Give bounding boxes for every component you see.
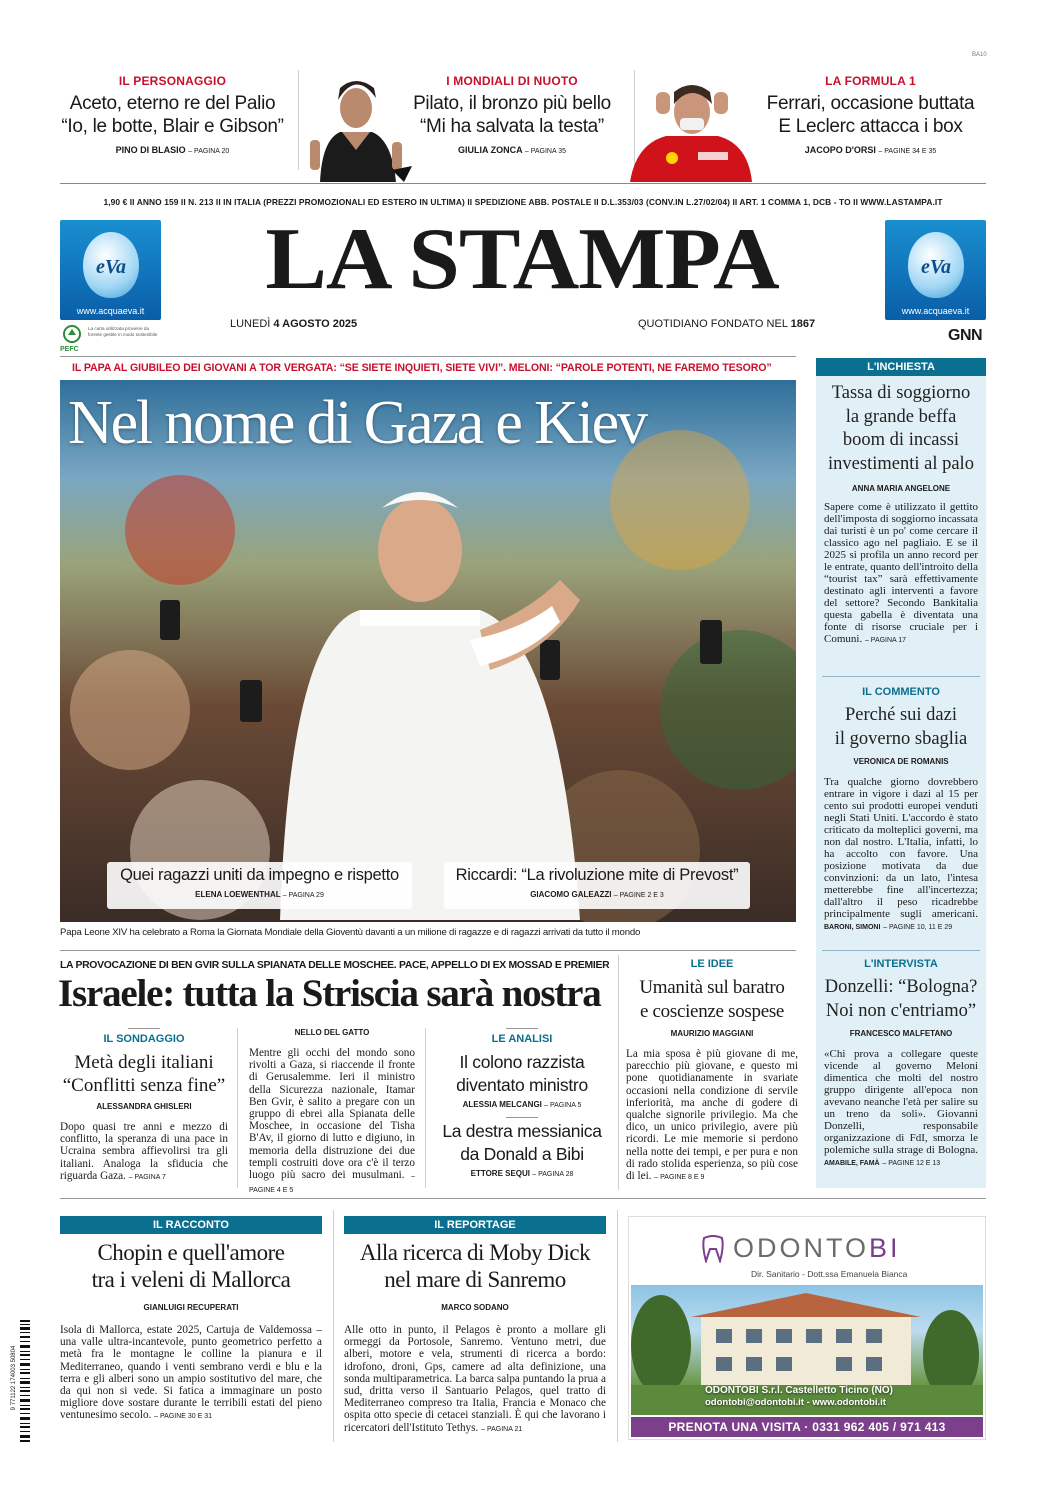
- sidebar-body: Sapere come è utilizzato il gettito dell'imposta di soggiorno incassata dai turisti è un po' come cercare il classico ago nel pagliaio. E se il 2025 si profila un anno record per le entrate, quanto dell'introito della “tourist tax” sarà effettivamente destinato agli interventi a favore del settore? Secondo Bankitalia questa gabella è diventata una fonte di risorse cruciale per i Comuni. – PAGINA 17: [824, 501, 978, 645]
- odontobi-director: Dir. Sanitario - Dott.ssa Emanuela Bianca: [751, 1269, 908, 1279]
- israel-analisi[interactable]: [434, 1028, 610, 1178]
- analysis-title-2: La destra messianica da Donald a Bibi: [442, 1121, 602, 1164]
- sidebar-kicker: L'INCHIESTA: [816, 358, 986, 376]
- eva-url: www.acquaeva.it: [901, 306, 970, 316]
- kicker-rule: [506, 1117, 538, 1118]
- pefc-logo: [60, 325, 85, 347]
- teaser-title: Pilato, il bronzo più bello “Mi ha salvata la testa”: [413, 93, 611, 137]
- sidebar-inchiesta[interactable]: [816, 358, 986, 647]
- sidebar-rule: [822, 950, 980, 951]
- teaser-formula1[interactable]: [748, 74, 993, 155]
- pope-box-1[interactable]: [107, 862, 412, 909]
- israel-sondaggio[interactable]: [60, 1028, 228, 1184]
- teaser-title: Ferrari, occasione buttata E Leclerc attacca i box: [766, 93, 975, 137]
- issue-date: LUNEDÌ 4 AGOSTO 2025: [230, 318, 358, 330]
- leclerc-photo: [626, 78, 756, 182]
- masthead-rule: [60, 356, 796, 357]
- israel-headline: Israele: tutta la Striscia sarà nostra: [58, 972, 601, 1015]
- odontobi-cta[interactable]: PRENOTA UNA VISITA · 0331 962 405 / 971 413: [631, 1417, 983, 1437]
- sidebar-kicker: IL COMMENTO: [862, 686, 940, 698]
- section-author: MARCO SODANO: [441, 1303, 509, 1312]
- sidebar-title: Donzelli: “Bologna? Noi non c'entriamo”: [824, 977, 978, 1021]
- odontobi-contact: odontobi@odontobi.it - www.odontobi.it: [705, 1397, 886, 1408]
- analysis-byline-1: ALESSIA MELCANGI – PAGINA 5: [462, 1100, 582, 1109]
- teaser-kicker: IL PERSONAGGIO: [118, 74, 227, 88]
- header-rule: [60, 183, 986, 184]
- section-kicker: IL REPORTAGE: [344, 1216, 606, 1234]
- eva-ad-right[interactable]: [885, 220, 986, 320]
- pope-box-2[interactable]: [444, 862, 750, 909]
- column-title: Umanità sul baratro e coscienze sospese: [639, 977, 785, 1022]
- sidebar-author: FRANCESCO MALFETANO: [849, 1029, 953, 1038]
- column-author: MAURIZIO MAGGIANI: [670, 1029, 754, 1038]
- sidebar-body: Tra qualche giorno dovrebbero entrare in vigore i dazi al 15 per cento sui prodotti europei venduti negli Stati Uniti. L'accordo è stato criticato da molteplici governi, ma non dal nostro. L'Italia, infatti, lo ha accolto con favore. Una posizione motivata da due convinzioni: da un lato, l'intesa metterebbe fine all'incertezza; dall'altro il peso ricadrebbe principalmente sugli americani. BARONI, SIMONI – PAGINE 10, 11 E 29: [824, 776, 978, 931]
- teaser-nuoto[interactable]: [392, 74, 632, 155]
- founded: QUOTIDIANO FONDATO NEL 1867: [638, 318, 816, 330]
- eva-ad-left[interactable]: [60, 220, 161, 320]
- divider: [298, 70, 299, 170]
- barcode-number: 9 771122 174003 50804: [11, 1345, 17, 1411]
- section-title: Alla ricerca di Moby Dick nel mare di Sanremo: [359, 1240, 591, 1292]
- sidebar-author: ANNA MARIA ANGELONE: [851, 484, 951, 493]
- column-body: Dopo quasi tre anni e mezzo di conflitto, la speranza di una pace in Ucraina sembra affievolirsi tra gli italiani. Analoga la sfiducia che riguarda Gaza. – PAGINA 7: [60, 1121, 228, 1182]
- reportage-article[interactable]: [344, 1216, 606, 1436]
- sidebar-title: Tassa di soggiorno la grande beffa boom di incassi investimenti al palo: [828, 383, 974, 474]
- column-kicker: LE ANALISI: [491, 1033, 553, 1045]
- teaser-kicker: LA FORMULA 1: [825, 74, 916, 88]
- sidebar-kicker: L'INTERVISTA: [864, 958, 938, 970]
- racconto-article[interactable]: [60, 1216, 322, 1424]
- divider: [237, 1028, 238, 1188]
- column-kicker: IL SONDAGGIO: [103, 1033, 185, 1045]
- sidebar-intervista[interactable]: [816, 958, 986, 1170]
- section-rule: [60, 1198, 986, 1199]
- section-title: Chopin e quell'amore tra i veleni di Mallorca: [91, 1240, 291, 1292]
- pefc-note: La carta utilizzata proviene da foreste gestite in modo sostenibile: [88, 326, 158, 337]
- section-body: Alle otto in punto, il Pelagos è pronto a mollare gli ormeggi da Portosole, Sanremo. Ventuno metri, due alberi, motore e vela, strumenti di ricerca a bordo: idrofono, droni, Gps, camere ad alta definizione, una sonda multiparametrica. La barca salpa puntando la prua a sud, dritta verso il Santuario Pelagos, quel tratto di Mediterraneo compreso tra Italia, Francia e Monaco che ospita otto specie di cetacei stanziali. È qui che lavorano i ricercatori dell'Istituto Tethys. – PAGINA 21: [344, 1324, 606, 1434]
- teaser-byline: JACOPO D'ORSI – PAGINE 34 E 35: [804, 145, 937, 155]
- odontobi-ad[interactable]: [628, 1216, 986, 1440]
- kicker-rule: [506, 1028, 538, 1029]
- divider: [333, 1210, 334, 1442]
- odontobi-brand: ODONTOBI: [733, 1233, 901, 1263]
- analysis-byline-2: ETTORE SEQUI – PAGINA 28: [470, 1169, 574, 1178]
- column-author: NELLO DEL GATTO: [294, 1028, 370, 1037]
- eva-brand: eVa: [96, 256, 126, 278]
- sidebar-author: VERONICA DE ROMANIS: [853, 757, 949, 766]
- column-title: Metà degli italiani “Conflitti senza fine”: [62, 1052, 226, 1096]
- sidebar-rule: [822, 676, 980, 677]
- photo-caption: Papa Leone XIV ha celebrato a Roma la Giornata Mondiale della Gioventù davanti a un milione di ragazze e di ragazzi arrivati da tutto il mondo: [60, 927, 641, 938]
- column-body: La mia sposa è più giovane di me, parecchio più giovane, e questo mi pone quotidianamente in svariate occasioni nella condizione di servile inferiorità, ma anche di godere di qualche signorile privilegio. Ma che dico, un unico privilegio, avere più ricordi. Le mie memorie si perdono nella notte dei tempi, e per pura e non di rado stolida esperienza, so più cose di lei. – PAGINE 8 E 9: [626, 1048, 798, 1183]
- section-kicker: IL RACCONTO: [60, 1216, 322, 1234]
- corner-code: BA10: [972, 52, 987, 58]
- idee-article[interactable]: [626, 958, 798, 1184]
- sidebar-body: «Chi prova a collegare queste vicende al governo Meloni dimentica che molti del nostro gruppo dirigente all'epoca non avevano neanche l'età per salire su un treno da soli». Giovanni Donzelli, responsabile organizzazione di FdI, smorza le polemiche sulla strage di Bologna. AMABILE, FAMÀ – PAGINE 12 E 13: [824, 1048, 978, 1167]
- teaser-title: Aceto, eterno re del Palio “Io, le botte, Blair e Gibson”: [61, 93, 284, 137]
- box-title: Riccardi: “La rivoluzione mite di Prevost”: [455, 866, 739, 884]
- box-byline: ELENA LOEWENTHAL – PAGINA 29: [195, 890, 324, 899]
- section-author: GIANLUIGI RECUPERATI: [143, 1303, 239, 1312]
- divider: [618, 955, 619, 1190]
- masthead-title: LA STAMPA: [265, 211, 779, 308]
- gnn-logo: GNN: [948, 327, 983, 344]
- info-line: 1,90 € II ANNO 159 II N. 213 II IN ITALIA (PREZZI PROMOZIONALI ED ESTERO IN ULTIMA) II SPEDIZIONE ABB. POSTALE II D.L.353/03 (CONV.IN L.27/02/04) II ART. 1 COMMA 1, DCB - TO II WWW.LASTAMPA.IT: [103, 197, 943, 207]
- teaser-byline: PINO DI BLASIO – PAGINA 20: [115, 145, 230, 155]
- teaser-personaggio[interactable]: [50, 74, 295, 155]
- divider: [617, 1210, 618, 1442]
- pefc-label: PEFC: [60, 346, 79, 353]
- main-headline: Nel nome di Gaza e Kiev: [68, 389, 646, 457]
- odontobi-company: ODONTOBI S.r.l. Castelletto Ticino (NO): [705, 1385, 893, 1396]
- column-kicker: LE IDEE: [690, 958, 734, 970]
- box-byline: GIACOMO GALEAZZI – PAGINE 2 E 3: [530, 890, 664, 899]
- main-overline: IL PAPA AL GIUBILEO DEI GIOVANI A TOR VERGATA: “SE SIETE INQUIETI, SIETE VIVI”. MELONI: “PAROLE POTENTI, NE FAREMO TESORO”: [72, 362, 772, 374]
- caption-rule: [60, 950, 796, 951]
- sidebar-title: Perché sui dazi il governo sbaglia: [834, 705, 968, 749]
- box-title: Quei ragazzi uniti da impegno e rispetto: [120, 866, 399, 884]
- israel-main-article[interactable]: [249, 1028, 415, 1197]
- israel-overline: LA PROVOCAZIONE DI BEN GVIR SULLA SPIANATA DELLE MOSCHEE. PACE, APPELLO DI EX MOSSAD E PREMIER: [60, 960, 610, 971]
- tooth-icon: [701, 1235, 725, 1263]
- eva-url: www.acquaeva.it: [76, 306, 145, 316]
- teaser-byline: GIULIA ZONCA – PAGINA 35: [458, 145, 566, 155]
- teaser-kicker: I MONDIALI DI NUOTO: [446, 74, 578, 88]
- barcode: [6, 1318, 30, 1444]
- column-author: ALESSANDRA GHISLERI: [96, 1102, 192, 1111]
- kicker-rule: [128, 1028, 160, 1029]
- sidebar-commento[interactable]: [816, 686, 986, 934]
- section-body: Isola di Mallorca, estate 2025, Cartuja de Valdemossa – una valle ultra-incantevole, punto geometrico perfetto a metà fra le montagne le colline la pianura e il Mediterraneo, quando i venti sembrano verdi e blu e la terra e gli alberi sono un ampio sostitutivo del mare, che da qui non si vede. Si fatica a immaginare un posto migliore dove sostare durante le terribili estati del pieno ventunesimo secolo. – PAGINE 30 E 31: [60, 1324, 322, 1422]
- eva-brand: eVa: [921, 256, 951, 278]
- column-body: Mentre gli occhi del mondo sono rivolti a Gaza, si riaccende il fronte di Gerusalemme. Ieri il ministro della Sicurezza nazionale, Itamar Ben Gvir, è salito a pregare con un gruppo di ebrei alla Spianata delle Moschee, in occasione del Tisha B'Av, il giorno di lutto e digiuno, in memoria della distruzione dei due templi costruiti dove ora c'è il terzo luogo più sacro dei musulmani. – PAGINE 4 E 5: [249, 1047, 416, 1195]
- analysis-title-1: Il colono razzista diventato ministro: [456, 1052, 588, 1095]
- divider: [425, 1028, 426, 1188]
